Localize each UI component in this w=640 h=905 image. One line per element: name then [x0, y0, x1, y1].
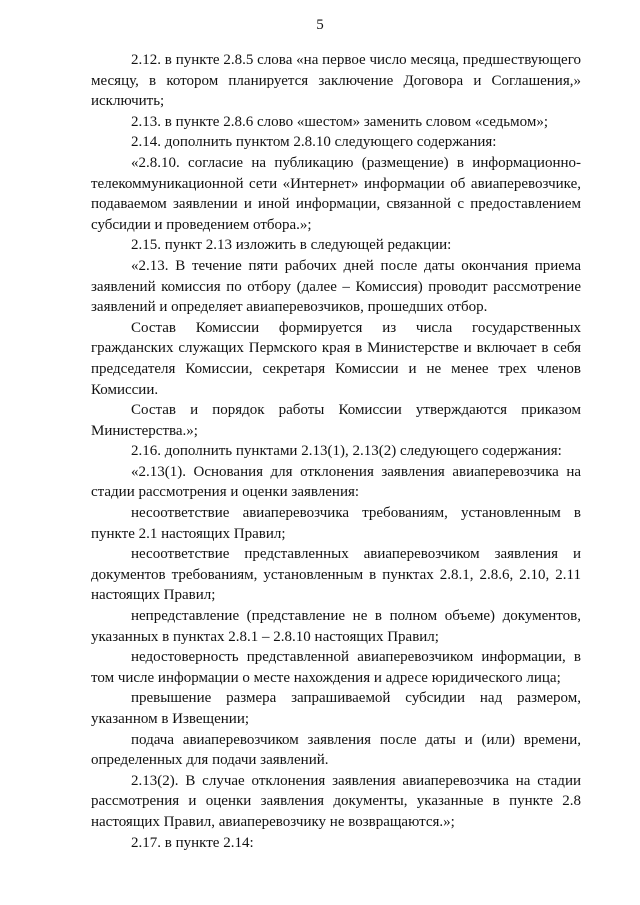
commission-composition: Состав Комиссии формируется из числа государственных гражданских служащих Пермского края в Министерстве и включает в себя председателя Комиссии, секретаря Комиссии и не менее трех членов Комиссии. — [91, 319, 581, 398]
rejection-ground-1: несоответствие авиаперевозчика требованиям, установленным в пункте 2.1 настоящих Правил; — [91, 505, 581, 542]
page-number: 5 — [316, 17, 324, 33]
quote-2-8-10: «2.8.10. согласие на публикацию (размещение) в информационно-телекоммуникационной сети «Интернет» информации об авиаперевозчике, подаваемом заявлении и иной информации, связанной с предоставлением субсидии и проведением отбора.»; — [91, 154, 581, 233]
paragraph-2-16: 2.16. дополнить пунктами 2.13(1), 2.13(2) следующего содержания: — [131, 443, 562, 460]
document-body — [91, 50, 581, 853]
rejection-ground-5: превышение размера запрашиваемой субсидии над размером, указанном в Извещении; — [91, 690, 581, 727]
paragraph-2-15: 2.15. пункт 2.13 изложить в следующей редакции: — [131, 237, 452, 254]
quote-2-13-2: 2.13(2). В случае отклонения заявления авиаперевозчика на стадии рассмотрения и оценки заявления документы, указанные в пункте 2.8 настоящих Правил, авиаперевозчику не возвращаются.»; — [91, 772, 581, 830]
paragraph-2-13: 2.13. в пункте 2.8.6 слово «шестом» заменить словом «седьмом»; — [131, 113, 549, 130]
paragraph-2-12: 2.12. в пункте 2.8.5 слова «на первое число месяца, предшествующего месяцу, в котором планируется заключение Договора и Соглашения,» исключить; — [91, 52, 581, 110]
rejection-ground-6: подача авиаперевозчиком заявления после даты и (или) времени, определенных для подачи заявлений. — [91, 731, 581, 769]
rejection-ground-4: недостоверность представленной авиаперевозчиком информации, в том числе информации о месте нахождения и адресе юридического лица; — [91, 649, 581, 686]
quote-2-13: «2.13. В течение пяти рабочих дней после даты окончания приема заявлений комиссия по отбору (далее – Комиссия) проводит рассмотрение заявлений и определяет авиаперевозчиков, прошедших отбор. — [91, 257, 581, 316]
rejection-ground-3: непредставление (представление не в полном объеме) документов, указанных в пунктах 2.8.1 – 2.8.10 настоящих Правил; — [91, 608, 581, 645]
paragraph-2-14: 2.14. дополнить пунктом 2.8.10 следующего содержания: — [131, 134, 497, 151]
quote-2-13-1: «2.13(1). Основания для отклонения заявления авиаперевозчика на стадии рассмотрения и оценки заявления: — [91, 463, 581, 501]
rejection-ground-2: несоответствие представленных авиаперевозчиком заявления и документов требованиям, установленным в пунктах 2.8.1, 2.8.6, 2.10, 2.11 настоящих Правил; — [91, 546, 581, 604]
paragraph-2-17: 2.17. в пункте 2.14: — [131, 834, 254, 851]
commission-approval: Состав и порядок работы Комиссии утверждаются приказом Министерства.»; — [91, 402, 581, 439]
